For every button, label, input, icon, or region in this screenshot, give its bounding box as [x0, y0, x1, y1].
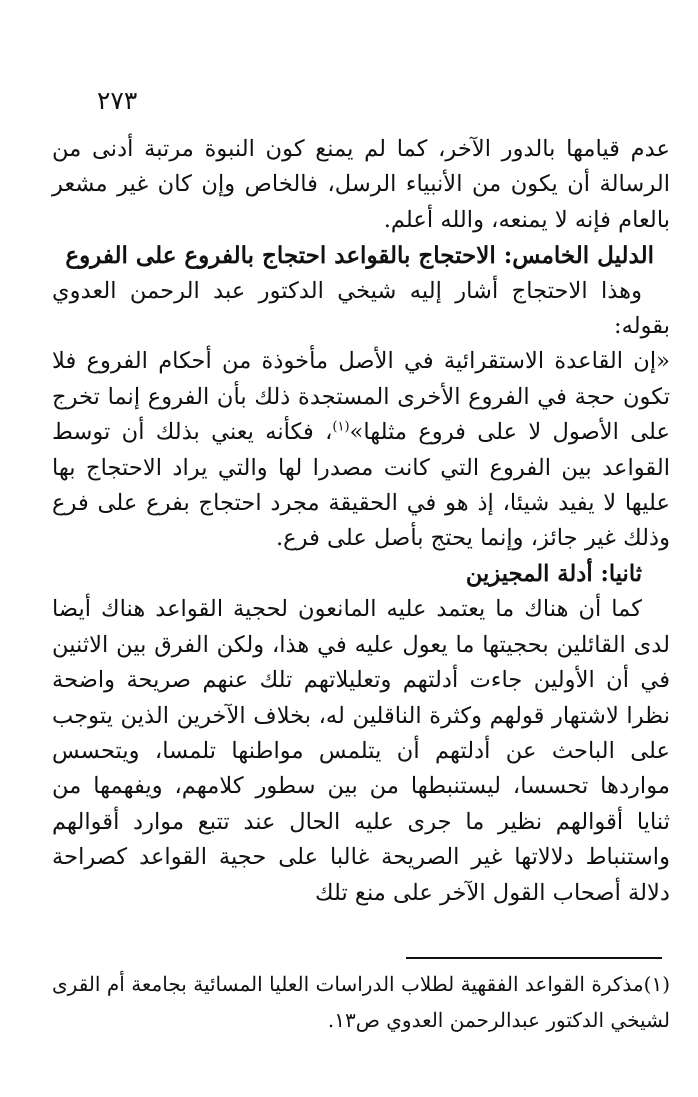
quote-commentary: ، فكأنه يعني بذلك أن توسط القواعد بين الفروع التي كانت مصدرا لها والتي يراد الاحتجاج بها عليها لا يفيد شيئا، إذ هو في الحقيقة مجرد احتجاج بفرع على فرع وذلك غير جائز، وإنما يحتج بأصل على فرع. [52, 419, 670, 552]
paragraph-quote [52, 344, 670, 556]
footnote-divider [406, 957, 662, 959]
section-heading-fifth-evidence: الدليل الخامس: الاحتجاج بالقواعد احتجاج بالفروع على الفروع [65, 242, 654, 270]
paragraph-intro-quote: وهذا الاحتجاج أشار إليه شيخي الدكتور عبد الرحمن العدوي بقوله: [52, 277, 670, 340]
footnote-text: (١)مذكرة القواعد الفقهية لطلاب الدراسات العليا المسائية بجامعة أم القرى لشيخي الدكتور عبدالرحمن العدوي ص١٣. [52, 972, 670, 1032]
footnote-marker[interactable]: (١) [332, 419, 350, 435]
paragraph-permitters: كما أن هناك ما يعتمد عليه المانعون لحجية القواعد هناك أيضا لدى القائلين بحجيتها ما يعول عليه في هذا، ولكن الفرق بين الاثنين في أن الأولين جاءت أدلتهم وتعليلاتهم تلك عنهم صريحة واضحة نظرا لاشتهار قولهم وكثرة الناقلين له، بخلاف الآخرين الذين يتوجب على الباحث عن أدلتهم أن يتلمس مواطنها تلمسا، ويتحسس مواردها تحسسا، ليستنبطها من بين سطور كلامهم، ويفهمها من ثنايا أقوالهم نظير ما جرى عليه الحال عند تتبع موارد أقوالهم واستنباط دلالاتها غير الصريحة غالبا على حجية القواعد كصراحة دلالة أصحاب القول الآخر على منع تلك [52, 596, 670, 906]
footnote [52, 966, 670, 1038]
section-heading-second: ثانيا: أدلة المجيزين [465, 560, 642, 587]
main-text [52, 132, 670, 911]
paragraph-continuation: عدم قيامها بالدور الآخر، كما لم يمنع كون النبوة مرتبة أدنى من الرسالة أن يكون من الأنبياء الرسل، فالخاص وإن كان غير مشعر بالعام فإنه لا يمنعه، والله أعلم. [52, 136, 670, 233]
quote-text: «إن القاعدة الاستقرائية في الأصل مأخوذة من أحكام الفروع فلا تكون حجة في الفروع الأخرى المستجدة ذلك بأن الفروع إنما تخرج على الأصول لا على فروع مثلها» [52, 348, 670, 446]
page-number: ٢٧٣ [97, 86, 138, 115]
